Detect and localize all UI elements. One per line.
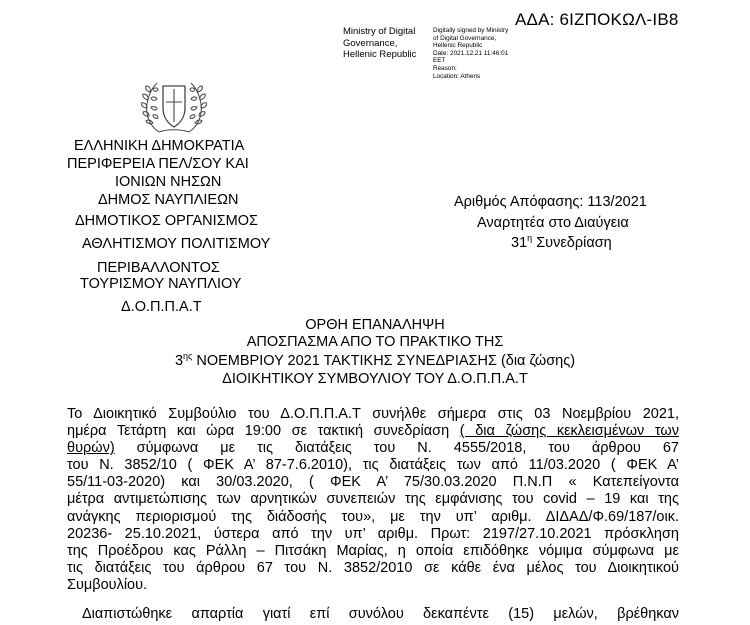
header-line-municipality: ΔΗΜΟΣ ΝΑΥΠΛΙΕΩΝ	[98, 192, 239, 208]
body-underlined-text: θυρών)	[67, 440, 115, 457]
signature-signer-line: Governance,	[343, 37, 398, 49]
title-meeting-sup: ης	[183, 351, 193, 361]
signature-detail-line: Hellenic Republic	[433, 42, 483, 50]
signature-detail-line: Digitally signed by Ministry	[433, 27, 509, 34]
header-line-sports-culture: ΑΘΛΗΤΙΣΜΟΥ ΠΟΛΙΤΙΣΜΟΥ	[82, 236, 271, 252]
header-line-environment: ΠΕΡΙΒΑΛΛΟΝΤΟΣ	[97, 260, 220, 276]
body-line: τις διατάξεις του άρθρου 67 του Ν. 3852/2010 σε κάθε ένα μέλος του Διοικητικού	[67, 559, 679, 576]
body-line	[67, 440, 679, 457]
signature-detail-line: Reason:	[433, 64, 457, 72]
signature-detail-line: of Digital Governance,	[433, 34, 497, 42]
session-number	[511, 235, 612, 251]
signature-signer	[343, 26, 416, 61]
header-line-tourism: ΤΟΥΡΙΣΜΟΥ ΝΑΥΠΛΙΟΥ	[80, 276, 242, 292]
title-board: ΔΙΟΙΚΗΤΙΚΟΥ ΣΥΜΒΟΥΛΙΟΥ ΤΟΥ Δ.Ο.Π.Π.Α.Τ	[222, 371, 528, 387]
title-reissue: ΟΡΘΗ ΕΠΑΝΑΛΗΨΗ	[305, 317, 445, 333]
signature-detail-line: Date: 2021.12.21 11:46:01	[433, 49, 509, 57]
body-line: Το Διοικητικό Συμβούλιο του Δ.Ο.Π.Π.Α.Τ συνήλθε σήμερα στις 03 Νοεμβρίου 2021,	[67, 406, 679, 422]
signature-details	[433, 27, 508, 80]
greek-emblem-icon	[141, 72, 207, 138]
title-meeting-num: 3	[174, 353, 184, 369]
title-meeting	[0, 353, 750, 369]
title-extract: ΑΠΟΣΠΑΣΜΑ ΑΠΟ ΤΟ ΠΡΑΚΤΙΚΟ ΤΗΣ	[246, 334, 504, 350]
header-line-islands: ΙΟΝΙΩΝ ΝΗΣΩΝ	[115, 174, 222, 190]
body-line: 20236- 25.10.2021, ύστερα από την υπ’ αριθμ. Πρωτ: 2197/27.10.2021 πρόσκληση	[67, 525, 679, 542]
session-sup: η	[527, 233, 533, 243]
body-underlined-text: ( δια ζώσης κεκλεισμένων των	[459, 423, 679, 440]
body-line	[67, 423, 679, 440]
posting-note: Αναρτητέα στο Διαύγεια	[477, 215, 629, 231]
body-line: 55/11-03-2020) και 30/03.2020, ( ΦΕΚ Α’ 75/30.03.2020 Π.Ν.Π « Κατεπείγοντα	[67, 474, 679, 491]
signature-signer-line: Hellenic Republic	[343, 49, 417, 60]
header-line-organization: ΔΗΜΟΤΙΚΟΣ ΟΡΓΑΝΙΣΜΟΣ	[75, 213, 258, 229]
body-line: του Ν. 3852/10 ( ΦΕΚ Α’ 87-7.6.2010), τις διατάξεις των από 11/03.2020 ( ΦΕΚ Α’	[67, 457, 679, 474]
header-line-region: ΠΕΡΙΦΕΡΕΙΑ ΠΕΛ/ΣΟΥ ΚΑΙ	[67, 156, 249, 172]
signature-detail-line: EET	[433, 57, 446, 65]
signature-signer-line: Ministry of Digital	[343, 26, 416, 37]
body-line: της Προέδρου κας Ράλλη – Πιτσάκη Μαρίας, η οποία επιδόθηκε νόμιμα σύμφωνα με	[67, 542, 679, 559]
title-meeting-rest: ΝΟΕΜΒΡΙΟΥ 2021 ΤΑΚΤΙΚΗΣ ΣΥΝΕΔΡΙΑΣΗΣ (δια ζώσης)	[196, 353, 576, 369]
body-line: Διαπιστώθηκε απαρτία γιατί επί συνόλου δεκαπέντε (15) μελών, βρέθηκαν	[82, 606, 679, 622]
session-num: 31	[511, 235, 528, 251]
header-line-republic: ΕΛΛΗΝΙΚΗ ΔΗΜΟΚΡΑΤΙΑ	[74, 138, 245, 154]
body-paragraph-quorum	[82, 606, 679, 623]
body-line: ανάγκης περιορισμού της διάδοσής του», με την υπ’ αριθμ. ΔΙΔΑΔ/Φ.69/187/οικ.	[67, 508, 679, 525]
header-line-acronym: Δ.Ο.Π.Π.Α.Τ	[121, 299, 202, 315]
body-text: σύμφωνα με τις διατάξεις του Ν. 4555/2018, του άρθρου 67	[114, 440, 679, 457]
body-paragraph	[67, 406, 679, 594]
signature-detail-line: Location: Athens	[433, 72, 481, 80]
decision-number: Αριθμός Απόφασης: 113/2021	[454, 194, 647, 210]
body-line: μέτρα αντιμετώπισης των αρνητικών συνεπειών της εμφάνισης του covid – 19 και της	[67, 491, 679, 508]
ada-code: ΑΔΑ: 6ΙΖΠΟΚΩΛ-ΙΒ8	[515, 10, 679, 29]
body-text: ημέρα Τετάρτη και ώρα 19:00 σε τακτική συνεδρίαση	[67, 423, 450, 440]
session-word: Συνεδρίαση	[536, 235, 612, 251]
body-line: Συμβουλίου.	[67, 576, 148, 593]
